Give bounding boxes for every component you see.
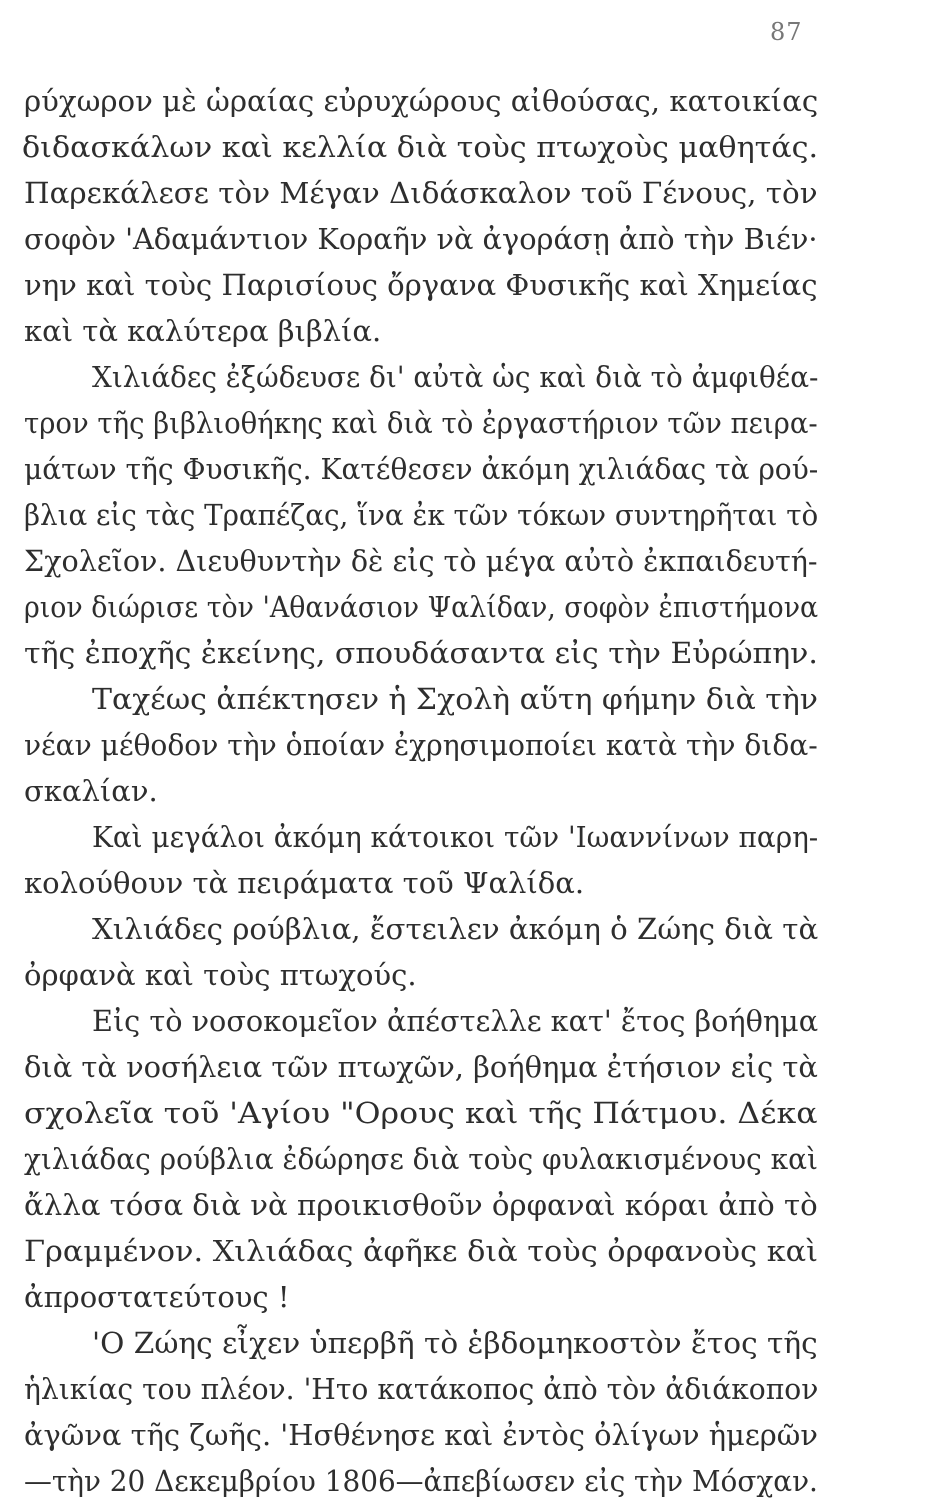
- text-line: νέαν μέθοδον τὴν ὁποίαν ἐχρησιμοποίει κατὰ τὴν διδα-: [24, 728, 818, 762]
- text-line: Χιλιάδες ἐξώδευσε δι' αὐτὰ ὡς καὶ διὰ τὸ ἀμφιθέα-: [92, 360, 819, 394]
- text-line: —τὴν 20 Δεκεμβρίου 1806—ἀπεβίωσεν εἰς τὴν Μόσχαν.: [24, 1464, 818, 1498]
- text-line: νην καὶ τοὺς Παρισίους ὄργανα Φυσικῆς καὶ Χημείας: [24, 268, 818, 302]
- text-line: ἄλλα τόσα διὰ νὰ προικισθοῦν ὀρφαναὶ κόραι ἀπὸ τὸ: [24, 1188, 818, 1222]
- text-line: σχολεῖα τοῦ 'Αγίου "Ορους καὶ τῆς Πάτμου. Δέκα: [24, 1096, 818, 1130]
- text-line: κολούθουν τὰ πειράματα τοῦ Ψαλίδα.: [24, 866, 585, 900]
- text-line: τῆς ἐποχῆς ἐκείνης, σπουδάσαντα εἰς τὴν Εὐρώπην.: [24, 636, 818, 670]
- text-line: Χιλιάδες ρούβλια, ἔστειλεν ἀκόμη ὁ Ζώης διὰ τὰ: [92, 912, 819, 946]
- text-line: διδασκάλων καὶ κελλία διὰ τοὺς πτωχοὺς μαθητάς.: [22, 130, 819, 164]
- text-line: ριον διώρισε τὸν 'Αθανάσιον Ψαλίδαν, σοφὸν ἐπιστήμονα: [24, 590, 819, 624]
- text-line: σοφὸν 'Αδαμάντιον Κοραῆν νὰ ἀγοράσῃ ἀπὸ τὴν Βιέν·: [24, 222, 818, 256]
- text-line: Παρεκάλεσε τὸν Μέγαν Διδάσκαλον τοῦ Γένους, τὸν: [24, 176, 818, 210]
- text-line: Γραμμένον. Χιλιάδας ἀφῆκε διὰ τοὺς ὀρφανοὺς καὶ: [24, 1234, 818, 1268]
- text-line: σκαλίαν.: [24, 774, 158, 808]
- text-line: διὰ τὰ νοσήλεια τῶν πτωχῶν, βοήθημα ἐτήσιον εἰς τὰ: [24, 1050, 818, 1084]
- text-line: Καὶ μεγάλοι ἀκόμη κάτοικοι τῶν 'Ιωαννίνων παρη-: [92, 820, 819, 854]
- text-line: ὀρφανὰ καὶ τοὺς πτωχούς.: [24, 958, 417, 992]
- text-line: χιλιάδας ρούβλια ἐδώρησε διὰ τοὺς φυλακισμένους καὶ: [24, 1142, 818, 1176]
- text-line: Εἰς τὸ νοσοκομεῖον ἀπέστελλε κατ' ἔτος βοήθημα: [92, 1004, 819, 1038]
- text-line: Σχολεῖον. Διευθυντὴν δὲ εἰς τὸ μέγα αὐτὸ ἐκπαιδευτή-: [24, 544, 818, 578]
- text-line: καὶ τὰ καλύτερα βιβλία.: [24, 314, 382, 348]
- text-line: 'Ο Ζώης εἶχεν ὑπερβῆ τὸ ἑβδομηκοστὸν ἔτος τῆς: [92, 1326, 818, 1360]
- text-line: μάτων τῆς Φυσικῆς. Κατέθεσεν ἀκόμη χιλιάδας τὰ ρού-: [24, 452, 819, 486]
- text-line: ἡλικίας του πλέον. 'Ητο κατάκοπος ἀπὸ τὸν ἀδιάκοπον: [24, 1372, 819, 1406]
- text-line: τρον τῆς βιβλιοθήκης καὶ διὰ τὸ ἐργαστήριον τῶν πειρα-: [24, 406, 818, 440]
- text-line: ρύχωρον μὲ ὡραίας εὐρυχώρους αἰθούσας, κατοικίας: [24, 84, 819, 118]
- page-number: 87: [770, 18, 803, 46]
- text-line: Ταχέως ἀπέκτησεν ἡ Σχολὴ αὕτη φήμην διὰ τὴν: [92, 682, 818, 716]
- text-line: ἀγῶνα τῆς ζωῆς. 'Ησθένησε καὶ ἐντὸς ὀλίγων ἡμερῶν: [24, 1418, 818, 1452]
- text-line: βλια εἰς τὰς Τραπέζας, ἵνα ἐκ τῶν τόκων συντηρῆται τὸ: [24, 498, 819, 532]
- text-line: ἀπροστατεύτους !: [24, 1280, 290, 1314]
